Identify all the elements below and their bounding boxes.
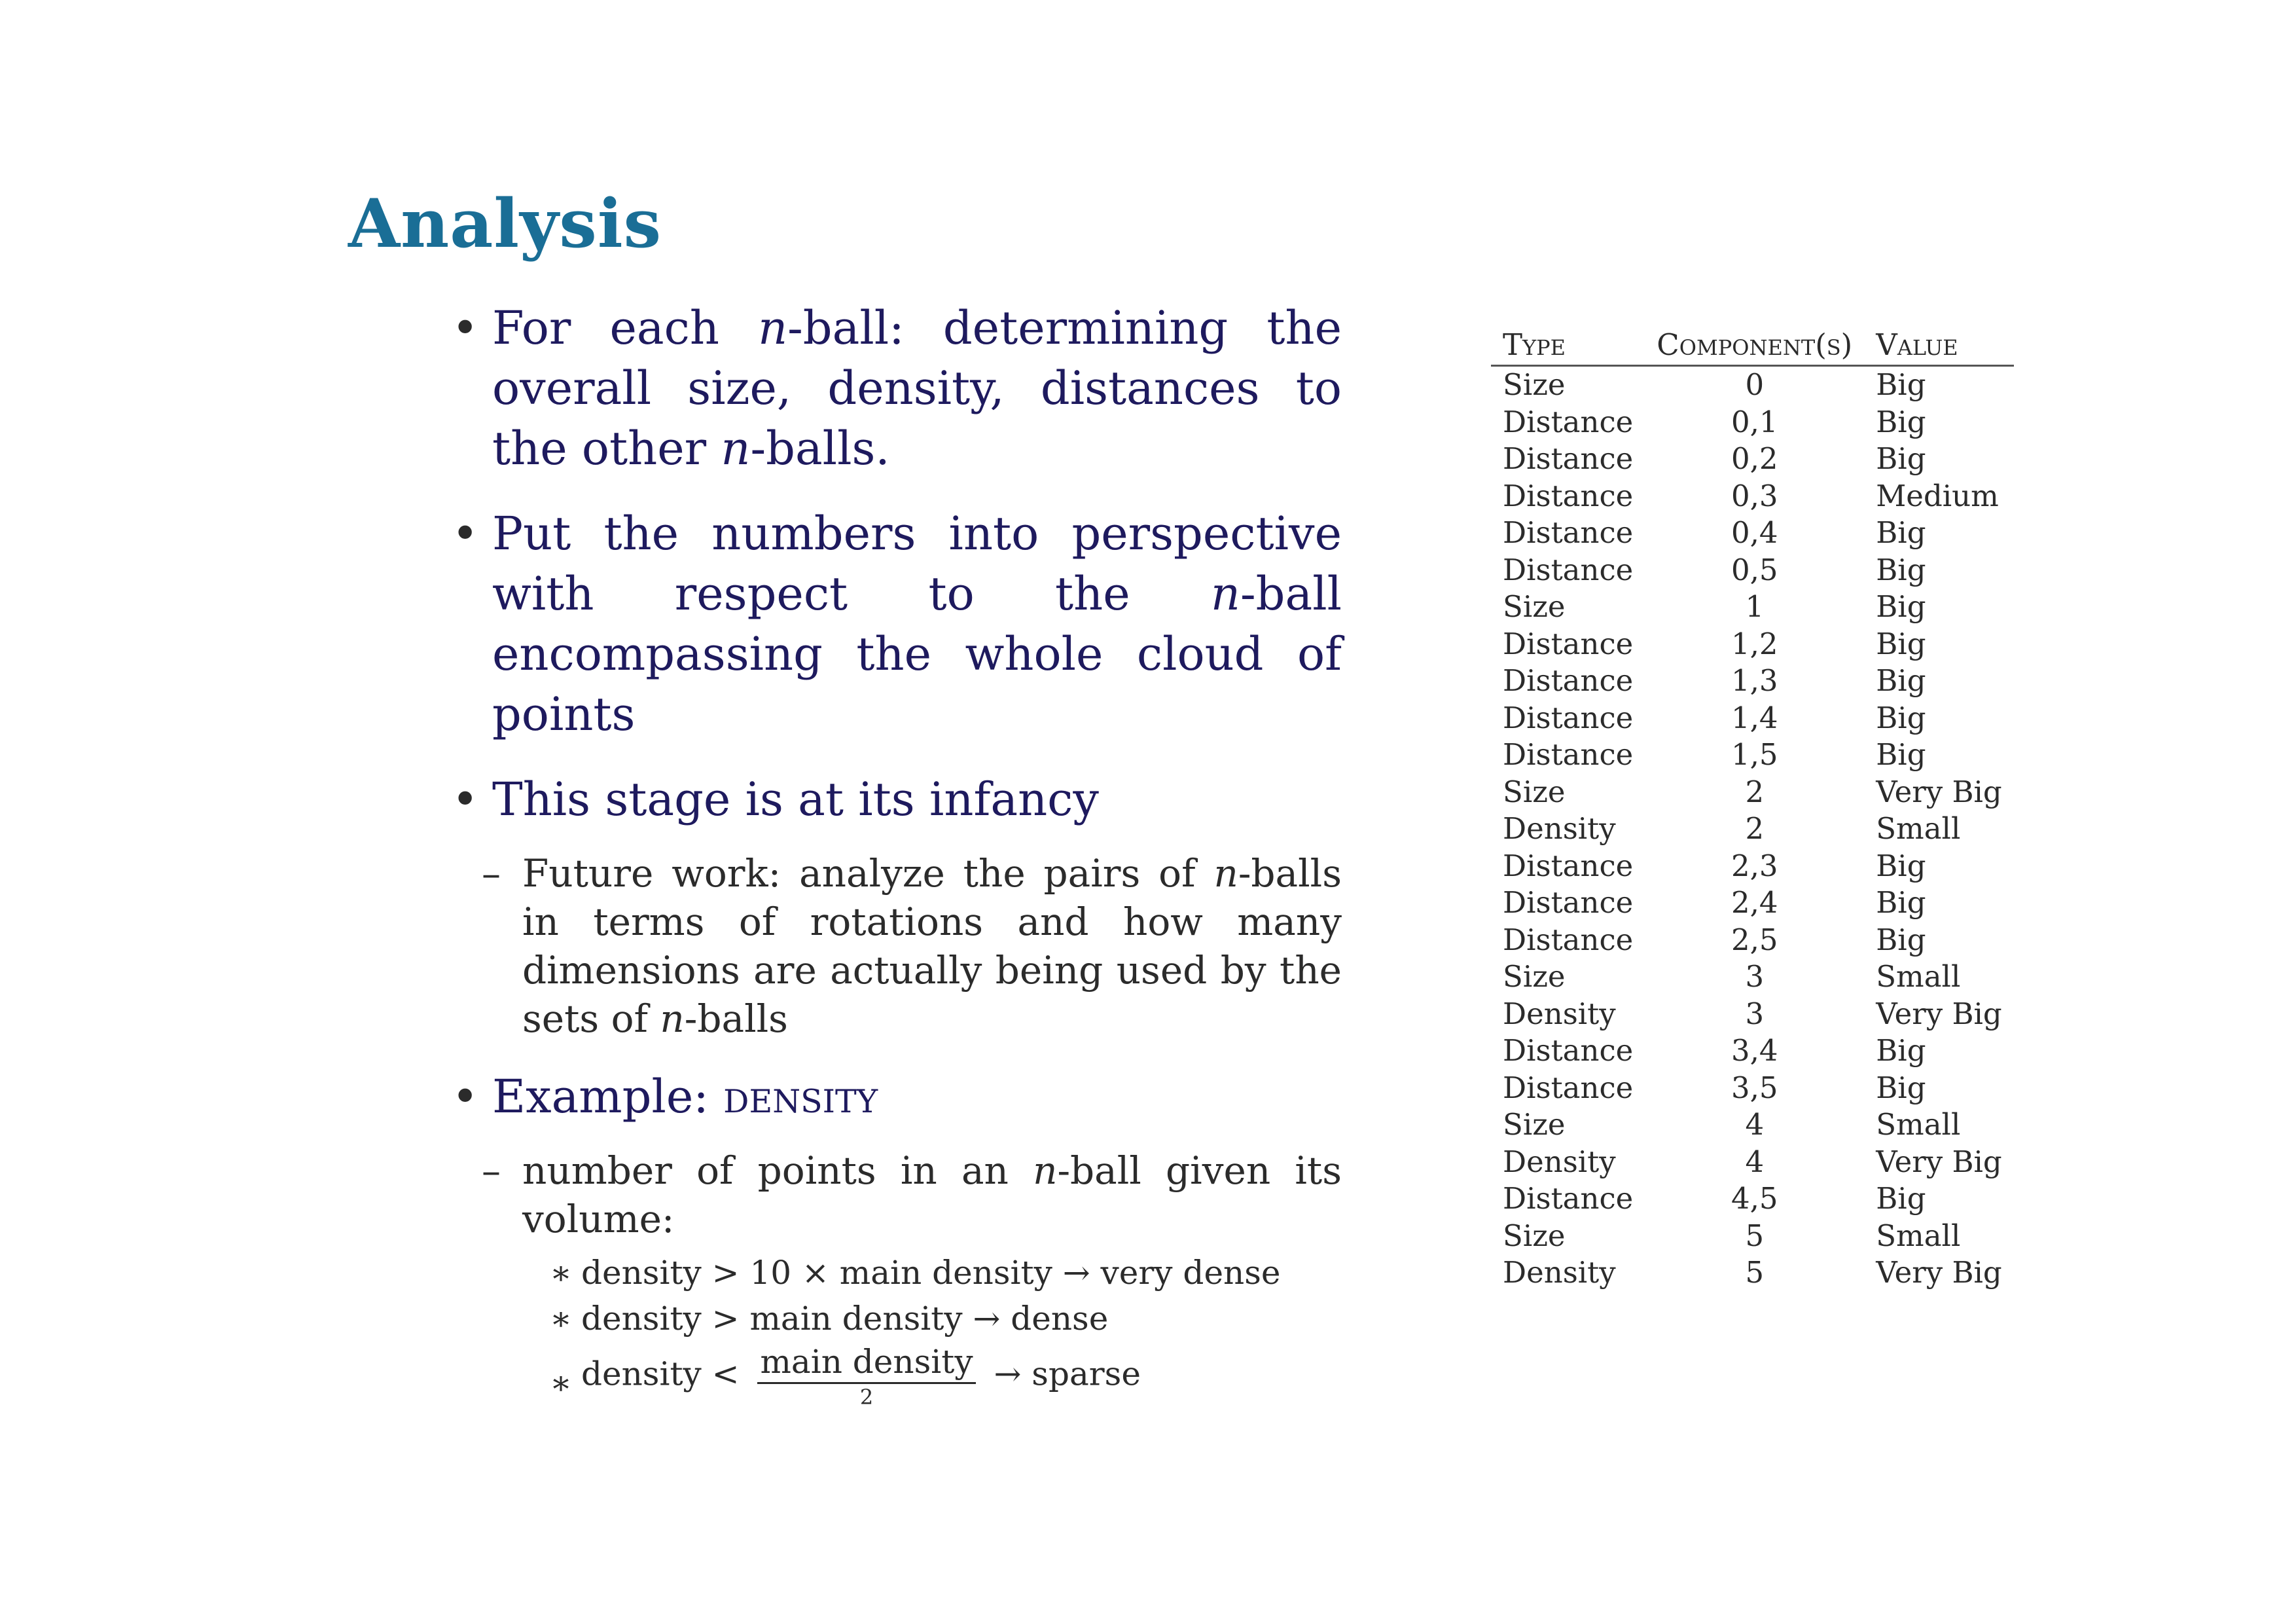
table-row — [1491, 958, 2014, 996]
cell-value: Big — [1876, 441, 1926, 476]
cell-value: Small — [1876, 1218, 1961, 1253]
table-header-row — [1491, 324, 2014, 366]
rule-item: ∗ density > main density → dense — [411, 1296, 1342, 1341]
asterisk-icon: ∗ — [550, 1254, 572, 1292]
asterisk-icon: ∗ — [550, 1300, 572, 1338]
cell-components: 3 — [1745, 996, 1765, 1031]
cell-components: 1,3 — [1731, 663, 1778, 698]
cell-value: Big — [1876, 1070, 1926, 1105]
asterisk-icon: ∗ — [550, 1364, 572, 1402]
cell-value: Small — [1876, 959, 1961, 994]
cell-components: 0,5 — [1731, 552, 1778, 587]
sub-bullet-item: – Future work: analyze the pairs of n-balls in terms of rotations and how many dimensions are actually being used by the sets of n-balls — [411, 849, 1342, 1043]
table-row — [1491, 663, 2014, 700]
cell-type: Distance — [1503, 626, 1634, 661]
cell-value: Very Big — [1876, 1144, 2002, 1179]
cell-value: Big — [1876, 922, 1926, 957]
cell-components: 2,3 — [1731, 848, 1778, 883]
cell-components: 1 — [1745, 589, 1765, 624]
table-row — [1491, 848, 2014, 885]
dash-icon: – — [482, 1148, 501, 1193]
table-body — [1491, 366, 2014, 1292]
cell-value: Big — [1876, 1033, 1926, 1068]
bullet-list — [452, 298, 1342, 1408]
cell-type: Density — [1503, 1144, 1616, 1179]
cell-type: Size — [1503, 1107, 1566, 1142]
bullet-item: • This stage is at its infancy — [452, 769, 1342, 830]
cell-type: Distance — [1503, 515, 1634, 550]
bullet-item: • For each n-ball: determining the overall size, density, distances to the other n-balls. — [452, 298, 1342, 479]
fraction: $\frac{\text{main density}}{2}$ — [757, 1345, 975, 1408]
cell-components: 1,5 — [1731, 737, 1778, 772]
bullet-icon: • — [452, 1070, 479, 1123]
cell-components: 0,2 — [1731, 441, 1778, 476]
table-row — [1491, 478, 2014, 515]
cell-type: Distance — [1503, 1181, 1634, 1216]
cell-components: 0,4 — [1731, 515, 1778, 550]
cell-type: Distance — [1503, 478, 1634, 513]
cell-type: Size — [1503, 367, 1566, 402]
cell-value: Big — [1876, 737, 1926, 772]
cell-components: 0,3 — [1731, 478, 1778, 513]
table-row — [1491, 922, 2014, 959]
cell-components: 0,1 — [1731, 404, 1778, 439]
cell-value: Big — [1876, 700, 1926, 735]
table-row — [1491, 515, 2014, 552]
cell-value: Big — [1876, 626, 1926, 661]
cell-value: Very Big — [1876, 1255, 2002, 1290]
cell-type: Distance — [1503, 737, 1634, 772]
cell-type: Density — [1503, 996, 1616, 1031]
cell-type: Distance — [1503, 552, 1634, 587]
table-row — [1491, 1032, 2014, 1070]
cell-type: Distance — [1503, 1070, 1634, 1105]
table-row — [1491, 1254, 2014, 1292]
cell-value: Big — [1876, 885, 1926, 920]
cell-type: Distance — [1503, 1033, 1634, 1068]
cell-value: Big — [1876, 848, 1926, 883]
cell-value: Very Big — [1876, 774, 2002, 809]
cell-components: 1,2 — [1731, 626, 1778, 661]
cell-type: Distance — [1503, 404, 1634, 439]
bullet-icon: • — [452, 301, 479, 355]
cell-value: Big — [1876, 367, 1926, 402]
cell-components: 2,5 — [1731, 922, 1778, 957]
bullet-icon: • — [452, 507, 479, 560]
cell-type: Density — [1503, 811, 1616, 846]
cell-value: Small — [1876, 1107, 1961, 1142]
cell-value: Big — [1876, 663, 1926, 698]
cell-type: Density — [1503, 1255, 1616, 1290]
cell-type: Size — [1503, 589, 1566, 624]
table-row — [1491, 1144, 2014, 1181]
cell-components: 0 — [1745, 367, 1765, 402]
table-row — [1491, 1070, 2014, 1107]
dash-icon: – — [482, 851, 501, 896]
header-value: Value — [1864, 324, 2014, 366]
table-row — [1491, 884, 2014, 922]
table-row — [1491, 996, 2014, 1033]
cell-components: 1,4 — [1731, 700, 1778, 735]
cell-components: 3,4 — [1731, 1033, 1778, 1068]
table-row — [1491, 404, 2014, 441]
cell-components: 5 — [1745, 1255, 1765, 1290]
table-row — [1491, 1106, 2014, 1144]
bullet-item: • Put the numbers into perspective with respect to the n-ball encompassing the whole cloud of points — [452, 503, 1342, 744]
table-row — [1491, 366, 2014, 404]
cell-value: Big — [1876, 552, 1926, 587]
cell-value: Big — [1876, 589, 1926, 624]
table-row — [1491, 626, 2014, 663]
rule-item: ∗ density < $\frac{\text{main density}}{2}$ → sparse — [550, 1343, 1141, 1410]
cell-type: Distance — [1503, 848, 1634, 883]
cell-value: Big — [1876, 404, 1926, 439]
header-components: Component(s) — [1645, 324, 1864, 366]
cell-type: Distance — [1503, 663, 1634, 698]
table-row — [1491, 700, 2014, 737]
cell-components: 5 — [1745, 1218, 1765, 1253]
table-row — [1491, 441, 2014, 478]
cell-components: 4 — [1745, 1107, 1765, 1142]
page-title: Analysis — [348, 185, 662, 263]
cell-components: 2 — [1745, 774, 1765, 809]
cell-value: Medium — [1876, 478, 1999, 513]
table-row — [1491, 552, 2014, 589]
bullet-icon: • — [452, 773, 479, 826]
cell-type: Distance — [1503, 885, 1634, 920]
table-row — [1491, 589, 2014, 626]
cell-type: Distance — [1503, 700, 1634, 735]
cell-type: Distance — [1503, 441, 1634, 476]
cell-type: Size — [1503, 1218, 1566, 1253]
table-row — [1491, 774, 2014, 811]
table-row — [1491, 811, 2014, 848]
cell-components: 3,5 — [1731, 1070, 1778, 1105]
table-row — [1491, 1218, 2014, 1255]
cell-type: Size — [1503, 774, 1566, 809]
results-table — [1491, 324, 2014, 1292]
cell-components: 2,4 — [1731, 885, 1778, 920]
sub-bullet-item: – number of points in an n-ball given its volume: — [411, 1146, 1342, 1243]
cell-value: Big — [1876, 1181, 1926, 1216]
cell-components: 2 — [1745, 811, 1765, 846]
cell-type: Size — [1503, 959, 1566, 994]
table-row — [1491, 737, 2014, 774]
table-row — [1491, 1180, 2014, 1218]
rule-item: ∗ density > 10 × main density → very dense — [411, 1250, 1342, 1296]
cell-components: 3 — [1745, 959, 1765, 994]
cell-value: Big — [1876, 515, 1926, 550]
cell-type: Distance — [1503, 922, 1634, 957]
cell-value: Small — [1876, 811, 1961, 846]
bullet-item: • Example: density — [452, 1067, 1342, 1127]
cell-value: Very Big — [1876, 996, 2002, 1031]
cell-components: 4 — [1745, 1144, 1765, 1179]
cell-components: 4,5 — [1731, 1181, 1778, 1216]
header-type: Type — [1491, 324, 1645, 366]
